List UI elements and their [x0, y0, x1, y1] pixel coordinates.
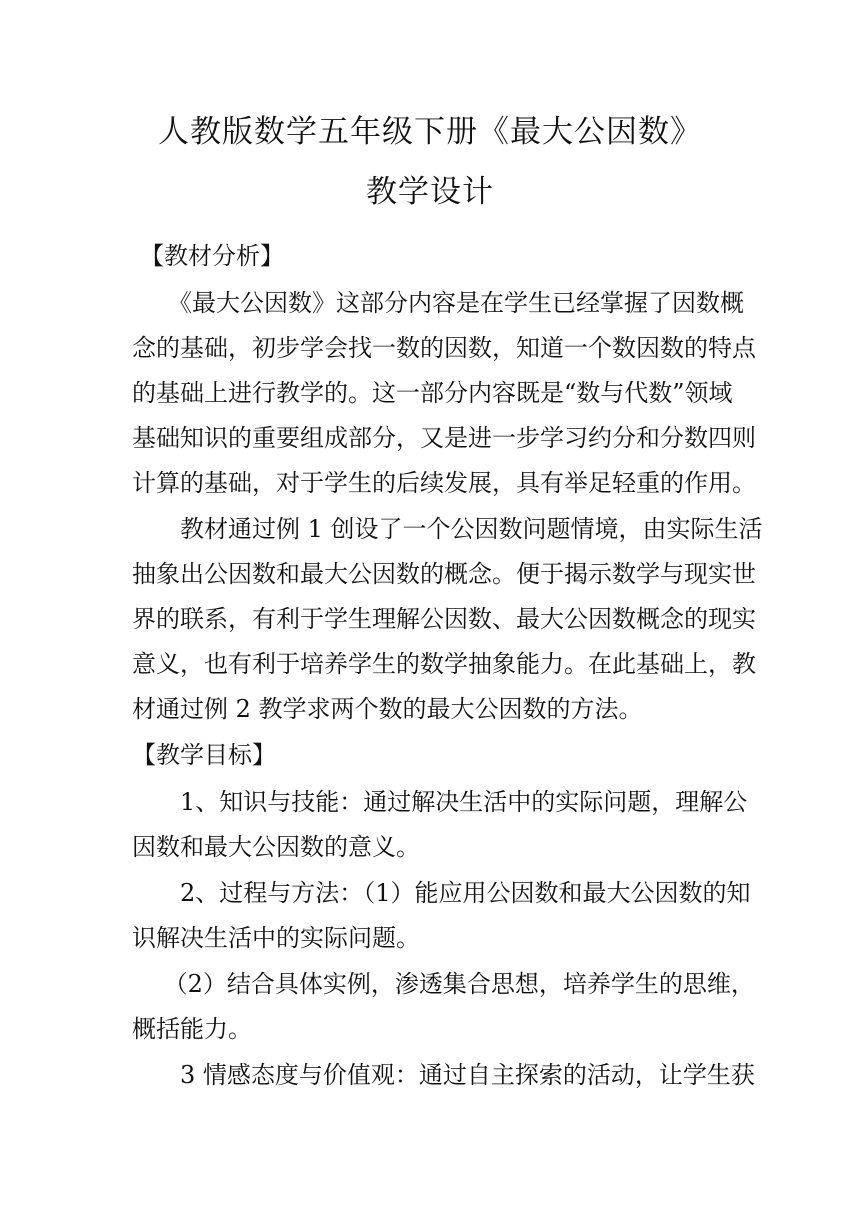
text-line: 计算的基础，对于学生的后续发展，具有举足轻重的作用。 — [132, 469, 756, 497]
text-line: 3 情感态度与价值观：通过自主探索的活动，让学生获 — [132, 1061, 755, 1089]
text-line: 因数和最大公因数的意义。 — [132, 833, 420, 861]
text-line: 抽象出公因数和最大公因数的概念。便于揭示数学与现实世 — [132, 560, 756, 588]
text-line: 识解决生活中的实际问题。 — [132, 924, 420, 952]
text-line: 界的联系，有利于学生理解公因数、最大公因数概念的现实 — [132, 605, 756, 633]
text-line: 基础知识的重要组成部分，又是进一步学习约分和分数四则 — [132, 424, 756, 452]
text-line: 1、知识与技能：通过解决生活中的实际问题，理解公 — [132, 788, 748, 816]
text-line: 材通过例 2 教学求两个数的最大公因数的方法。 — [132, 695, 643, 723]
text-line: （2）结合具体实例，渗透集合思想，培养学生的思维， — [132, 970, 755, 998]
material-paragraph-1 — [132, 281, 756, 506]
text-line: 教材通过例 1 创设了一个公因数问题情境，由实际生活 — [132, 515, 763, 543]
text-line: 的基础上进行教学的。这一部分内容既是“数与代数”领域 — [132, 379, 733, 407]
section-heading-goals: 【教学目标】 — [132, 741, 276, 769]
text-line: 2、过程与方法：（1）能应用公因数和最大公因数的知 — [132, 879, 751, 907]
goal-knowledge — [132, 780, 748, 870]
document-subtitle: 教学设计 — [366, 174, 494, 210]
text-line: 意义，也有利于培养学生的数学抽象能力。在此基础上，教 — [132, 650, 756, 678]
goal-emotion — [132, 1053, 755, 1098]
text-line: 概括能力。 — [132, 1015, 252, 1043]
material-paragraph-2 — [132, 507, 763, 732]
document-title: 人教版数学五年级下册《最大公因数》 — [158, 114, 702, 150]
text-line: 《最大公因数》这部分内容是在学生已经掌握了因数概 — [132, 289, 744, 317]
text-line: 念的基础，初步学会找一数的因数，知道一个数因数的特点 — [132, 334, 756, 362]
goal-process — [132, 871, 751, 961]
goal-process-sub — [132, 962, 755, 1052]
section-heading-material: 【教材分析】 — [140, 242, 284, 270]
